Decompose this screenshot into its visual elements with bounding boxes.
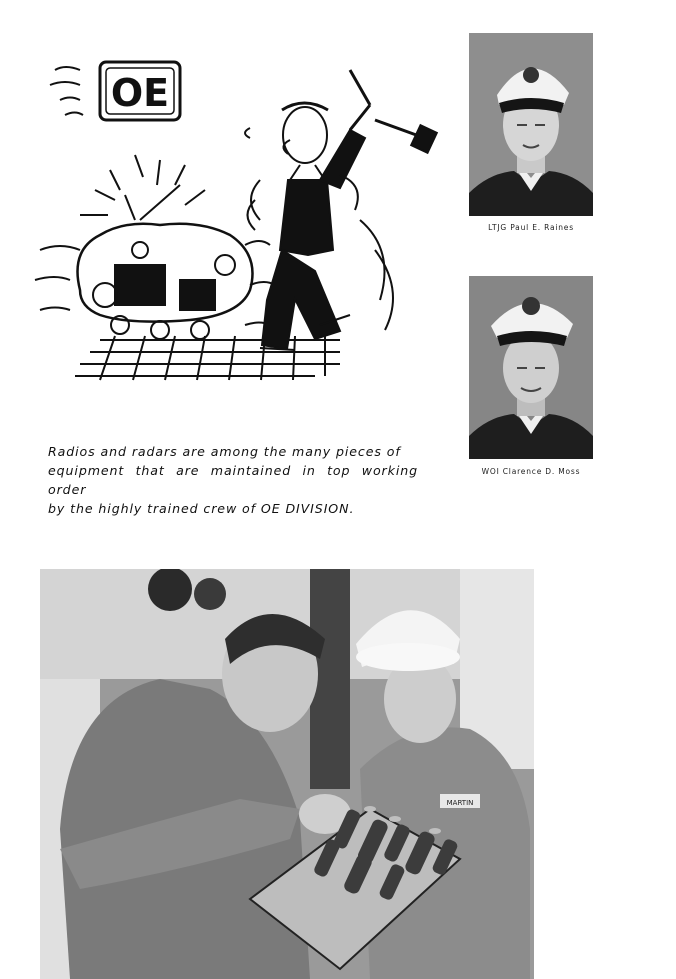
cartoon-drawing [20, 40, 450, 400]
officer-portrait-icon [469, 276, 593, 459]
name-tag-text: MARTIN [446, 799, 474, 807]
caption-line: Radios and radars are among the many pieces of [48, 444, 401, 459]
technicians-photo [40, 569, 534, 979]
technicians-at-work-icon [40, 569, 534, 979]
portrait-caption-raines: LTJG Paul E. Raines [488, 223, 574, 232]
portrait-caption-moss: WOI Clarence D. Moss [481, 467, 581, 476]
portrait-photo-moss [469, 276, 593, 459]
officer-portrait-icon [469, 33, 593, 216]
caption-line: equipment that are maintained in top working order [48, 463, 418, 497]
portrait-photo-raines [469, 33, 593, 216]
caption-line: by the highly trained crew of OE DIVISION. [48, 501, 355, 516]
cartoon-illustration [20, 40, 450, 400]
cartoon-sign-text: OE [110, 71, 170, 115]
main-caption [48, 442, 418, 518]
